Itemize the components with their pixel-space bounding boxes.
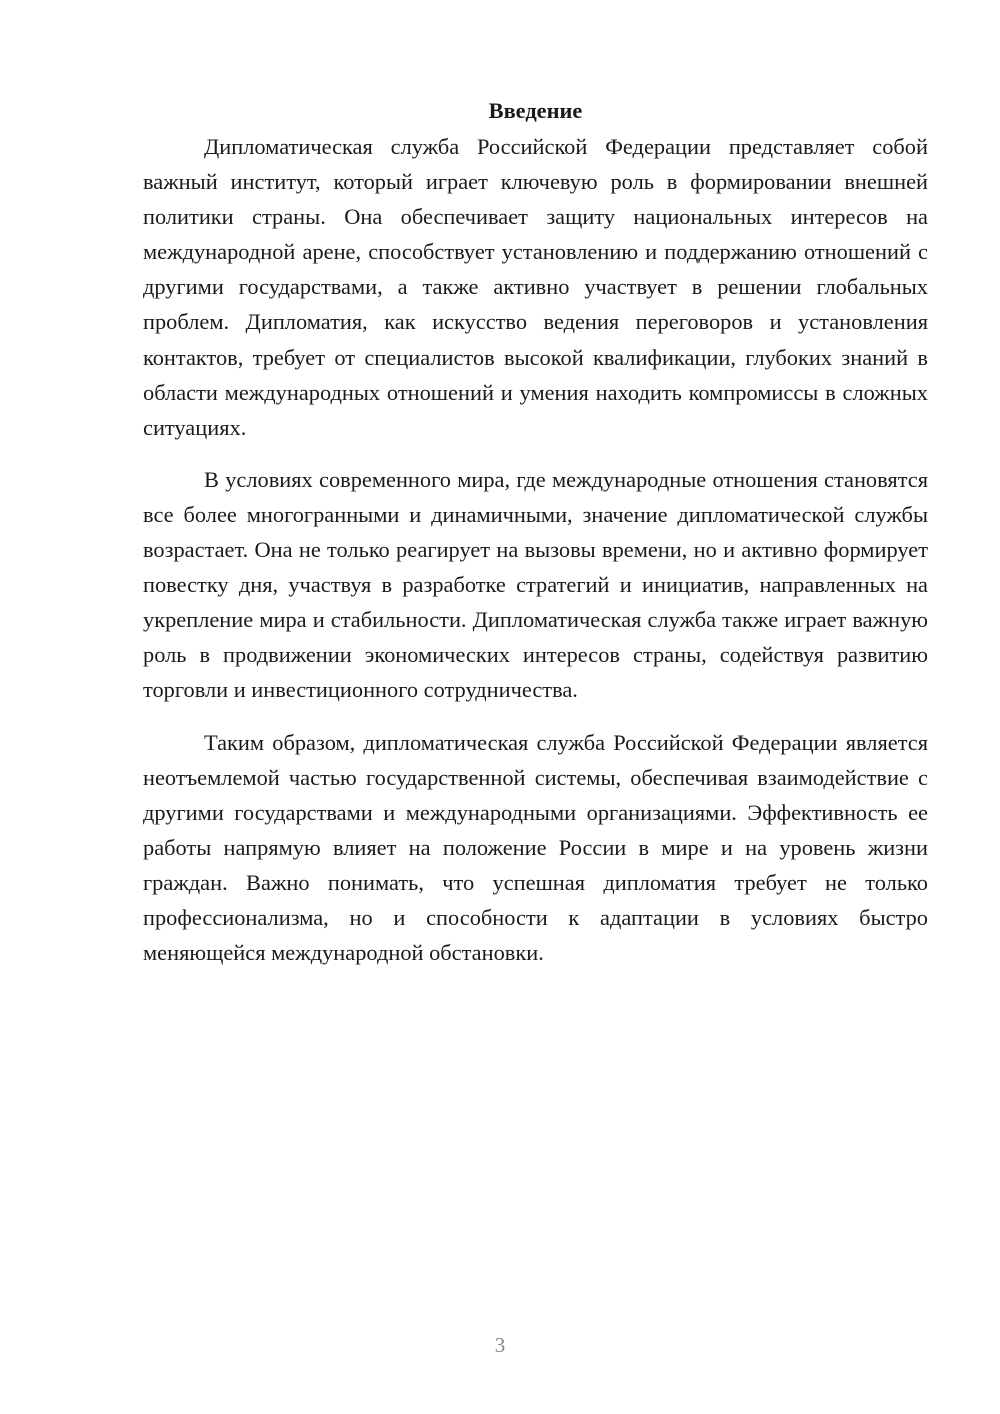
paragraph-2: В условиях современного мира, где международные отношения становятся все более многогранными и динамичными, значение дипломатической службы возрастает. Она не только реагирует на вызовы времени, но и активно формирует повестку дня, участвуя в разработке стратегий и инициатив, направленных на укрепление мира и стабильности. Дипломатическая служба также играет важную роль в продвижении экономических интересов страны, содействуя развитию торговли и инвестиционного сотрудничества. — [143, 466, 928, 703]
page-number: 3 — [494, 1333, 506, 1357]
paragraph-3: Таким образом, дипломатическая служба Российской Федерации является неотъемлемой частью государственной системы, обеспечивая взаимодействие с другими государствами и международными организациями. Эффективность ее работы напрямую влияет на положение России в мире и на уровень жизни граждан. Важно понимать, что успешная дипломатия требует не только профессионализма, но и способности к адаптации в условиях быстро меняющейся международной обстановки. — [143, 729, 928, 966]
paragraph-1: Дипломатическая служба Российской Федерации представляет собой важный институт, который играет ключевую роль в формировании внешней политики страны. Она обеспечивает защиту национальных интересов на международной арене, способствует установлению и поддержанию отношений с другими государствами, а также активно участвует в решении глобальных проблем. Дипломатия, как искусство ведения переговоров и установления контактов, требует от специалистов высокой квалификации, глубоких знаний в области международных отношений и умения находить компромиссы в сложных ситуациях. — [143, 134, 928, 440]
section-title: Введение — [488, 98, 583, 123]
page-content — [143, 93, 928, 987]
